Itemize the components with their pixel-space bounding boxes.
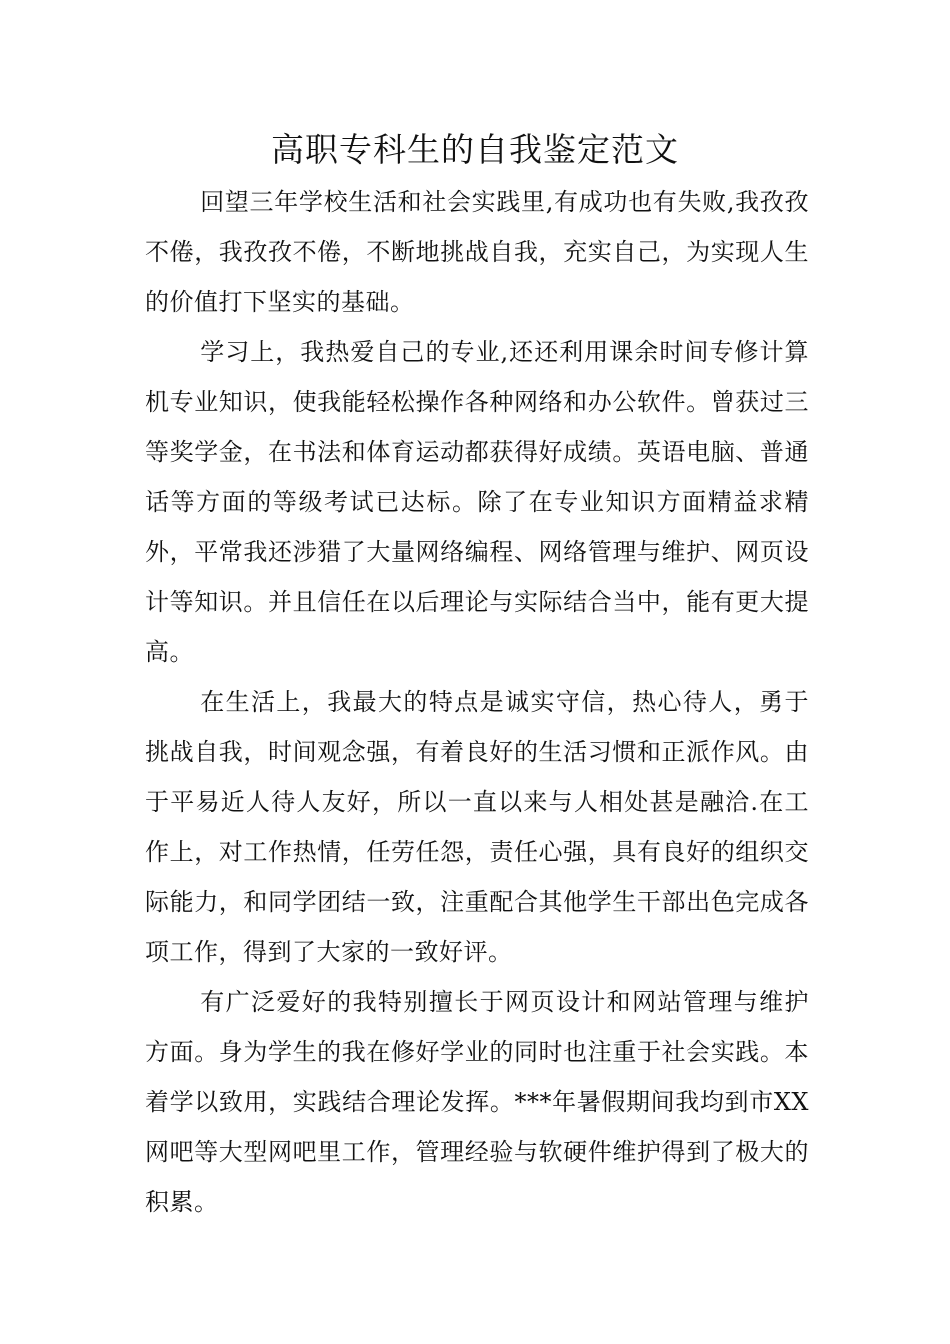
paragraph-intro: 回望三年学校生活和社会实践里,有成功也有失败,我孜孜不倦，我孜孜不倦，不断地挑战自我，充实自己，为实现人生的价值打下坚实的基础。 xyxy=(145,188,809,316)
paragraph-hobbies: 有广泛爱好的我特别擅长于网页设计和网站管理与维护方面。身为学生的我在修好学业的同时也注重于社会实践。本着学以致用，实践结合理论发挥。***年暑假期间我均到市XX网吧等大型网吧里工作，管理经验与软硬件维护得到了极大的积累。 xyxy=(145,988,809,1216)
document-body xyxy=(145,177,809,1227)
document-title: 高职专科生的自我鉴定范文 xyxy=(271,130,679,169)
paragraph-study: 学习上，我热爱自己的专业,还还利用课余时间专修计算机专业知识，使我能轻松操作各种网络和办公软件。曾获过三等奖学金，在书法和体育运动都获得好成绩。英语电脑、普通话等方面的等级考试已达标。除了在专业知识方面精益求精外，平常我还涉猎了大量网络编程、网络管理与维护、网页设计等知识。并且信任在以后理论与实际结合当中，能有更大提高。 xyxy=(145,338,809,666)
paragraph-life: 在生活上，我最大的特点是诚实守信，热心待人，勇于挑战自我，时间观念强，有着良好的生活习惯和正派作风。由于平易近人待人友好，所以一直以来与人相处甚是融洽.在工作上，对工作热情，任劳任怨，责任心强，具有良好的组织交际能力，和同学团结一致，注重配合其他学生干部出色完成各项工作，得到了大家的一致好评。 xyxy=(145,688,809,966)
